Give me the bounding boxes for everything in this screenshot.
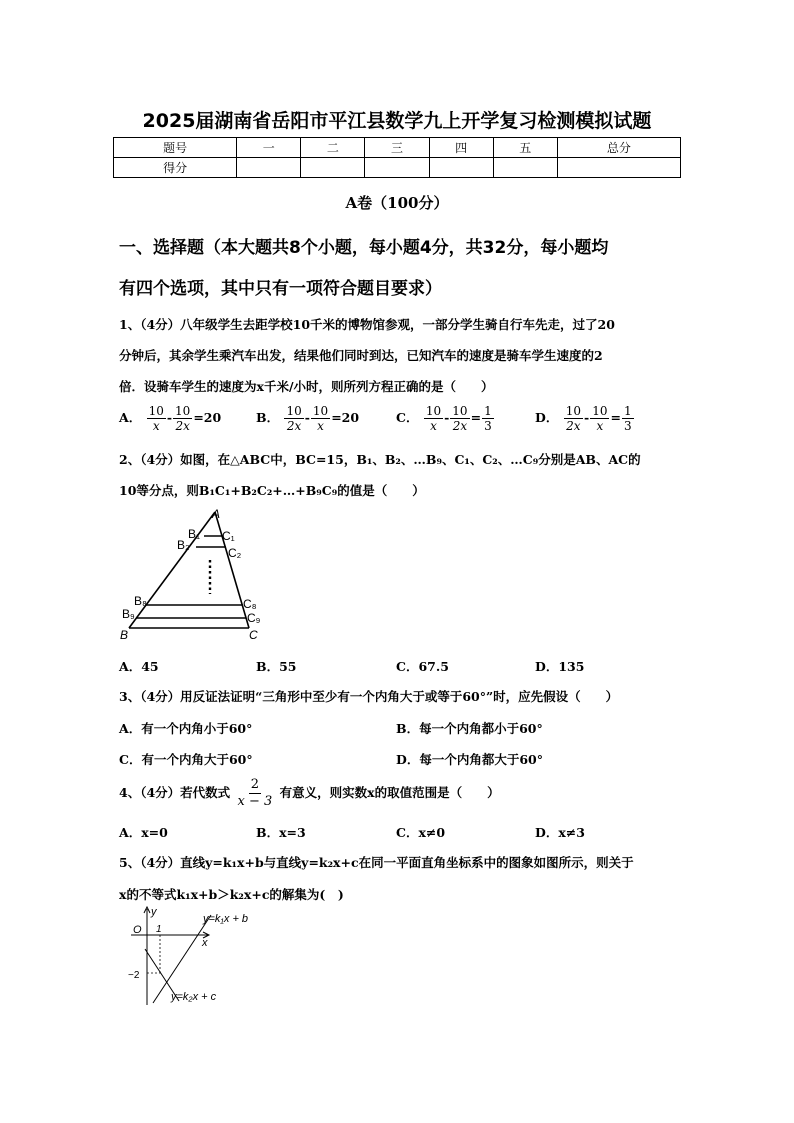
- q1-option-c: [396, 404, 495, 433]
- score-table-cell: [493, 158, 557, 178]
- option-label: A．: [119, 410, 142, 425]
- score-table-score-row: [114, 158, 681, 178]
- section1-heading-line1: 一、选择题（本大题共8个小题，每小题4分，共32分，每小题均: [119, 238, 609, 258]
- q4-option-c: C．x≠0: [396, 825, 446, 840]
- score-table-header-row: [114, 138, 681, 158]
- q5-line2: x的不等式k₁x+b＞k₂x+c的解集为( ): [119, 887, 344, 902]
- label-b: B: [120, 628, 129, 642]
- line-k1: [153, 915, 211, 1003]
- fraction: [622, 404, 634, 433]
- option-label: C．: [396, 410, 419, 425]
- q4-prefix: 4、（4分）若代数式: [119, 785, 231, 800]
- q3-option-d: D．每一个内角都大于60°: [396, 752, 543, 767]
- score-table-cell: 得分: [114, 158, 237, 178]
- label-c9: C₉: [247, 611, 261, 625]
- score-table-cell: [557, 158, 680, 178]
- label-b1: B₁: [188, 527, 201, 541]
- q4-fraction: [236, 777, 275, 810]
- denominator: 2x: [452, 419, 468, 433]
- q4-option-a: A．x=0: [119, 825, 168, 840]
- score-table-cell: [301, 158, 365, 178]
- section-a-heading: A卷（100分）: [345, 194, 449, 212]
- label-line-k1: y=k₁x + b: [203, 913, 249, 925]
- fraction: [311, 404, 330, 433]
- q3-option-b: B．每一个内角都小于60°: [396, 721, 543, 736]
- numerator: 10: [425, 404, 442, 418]
- q4-suffix: 有意义，则实数x的取值范围是（ ）: [279, 785, 500, 800]
- numerator: 10: [148, 404, 164, 418]
- label-x: x: [202, 937, 208, 949]
- score-table-cell: 一: [237, 138, 301, 158]
- option-label: B．: [256, 410, 280, 425]
- q4-option-b: B．x=3: [256, 825, 306, 840]
- numerator: 2: [250, 777, 260, 792]
- score-table-cell: [365, 158, 429, 178]
- operator: -: [304, 410, 310, 425]
- label-b9: B₉: [122, 607, 135, 621]
- q1-option-d: [535, 404, 635, 433]
- label-c8: C₈: [243, 597, 257, 611]
- q2-option-b: B．55: [256, 659, 297, 674]
- fraction: [173, 404, 192, 433]
- q1-line3: 倍．设骑车学生的速度为x千米/小时，则所列方程正确的是（ ）: [119, 379, 494, 394]
- q2-option-d: D．135: [535, 659, 585, 674]
- score-table-cell: 五: [493, 138, 557, 158]
- score-table-cell: 题号: [114, 138, 237, 158]
- denominator: 3: [484, 419, 492, 433]
- label-c1: C₁: [222, 529, 235, 543]
- label-b2: B₂: [177, 538, 190, 552]
- operator: -: [444, 410, 450, 425]
- q2-line1: 2、（4分）如图，在△ABC中，BC=15，B₁、B₂、…B₉、C₁、C₂、…C₉分别是AB、AC的: [119, 452, 641, 467]
- q2-line2: 10等分点，则B₁C₁+B₂C₂+…+B₉C₉的值是（ ）: [119, 483, 425, 498]
- q3-option-a: A．有一个内角小于60°: [119, 721, 253, 736]
- numerator: 10: [565, 404, 581, 418]
- label-c2: C₂: [228, 546, 242, 560]
- operator: -: [166, 410, 173, 425]
- q4-option-d: D．x≠3: [535, 825, 585, 840]
- fraction: [424, 404, 443, 433]
- denominator: x: [430, 419, 437, 433]
- score-table-cell: 三: [365, 138, 429, 158]
- numerator: 10: [452, 404, 468, 418]
- score-table-cell: 四: [429, 138, 493, 158]
- score-table: [113, 137, 681, 178]
- numerator: 10: [286, 404, 302, 418]
- label-origin: O: [133, 924, 142, 936]
- q2-option-a: A．45: [119, 659, 159, 674]
- label-c: C: [249, 628, 258, 642]
- fraction: [450, 404, 469, 433]
- score-table-cell: 二: [301, 138, 365, 158]
- score-table-cell: [237, 158, 301, 178]
- score-table-cell: 总分: [557, 138, 680, 158]
- denominator: 3: [623, 419, 632, 433]
- numerator: 1: [623, 404, 632, 418]
- label-neg2: −2: [128, 970, 140, 981]
- option-label: D．: [535, 410, 559, 425]
- fraction: [147, 404, 166, 433]
- label-y: y: [151, 906, 157, 918]
- q3-line1: 3、（4分）用反证法证明“三角形中至少有一个内角大于或等于60°”时，应先假设（ ）: [119, 689, 619, 704]
- fraction: [284, 404, 303, 433]
- numerator: 10: [592, 404, 608, 418]
- denominator: x − 3: [237, 794, 273, 809]
- q4-line1: [119, 777, 500, 810]
- denominator: 2x: [286, 419, 302, 433]
- page-title: 2025届湖南省岳阳市平江县数学九上开学复习检测模拟试题: [142, 110, 652, 132]
- equals-value: =20: [193, 410, 222, 425]
- q1-line1: 1、（4分）八年级学生去距学校10千米的博物馆参观，一部分学生骑自行车先走，过了20: [119, 317, 615, 332]
- operator: -: [583, 410, 590, 425]
- fraction: [482, 404, 494, 433]
- q5-line1: 5、（4分）直线y=k₁x+b与直线y=k₂x+c在同一平面直角坐标系中的图象如图所示，则关于: [119, 855, 634, 870]
- q3-option-c: C．有一个内角大于60°: [119, 752, 253, 767]
- q1-line2: 分钟后，其余学生乘汽车出发，结果他们同时到达，已知汽车的速度是骑车学生速度的2: [119, 348, 603, 363]
- numerator: 10: [175, 404, 191, 418]
- label-a: A: [212, 508, 221, 521]
- q2-option-c: C．67.5: [396, 659, 449, 674]
- denominator: 2x: [566, 419, 581, 433]
- fraction: [564, 404, 583, 433]
- label-line-k2: y=k₂x + c: [171, 991, 217, 1003]
- label-one: 1: [156, 924, 162, 935]
- q1-option-a: [119, 404, 221, 433]
- side-ab: [129, 512, 215, 628]
- equals-sign: =: [470, 410, 482, 425]
- equals-value: =20: [331, 410, 360, 425]
- equals-sign: =: [610, 410, 621, 425]
- numerator: 1: [484, 404, 492, 418]
- score-table-cell: [429, 158, 493, 178]
- denominator: x: [152, 419, 160, 433]
- coordinate-graph: [117, 905, 277, 1010]
- fraction: [590, 404, 609, 433]
- denominator: 2x: [175, 419, 190, 433]
- triangle-figure: [117, 508, 277, 648]
- label-b8: B₈: [134, 594, 147, 608]
- denominator: x: [317, 419, 324, 433]
- section1-heading-line2: 有四个选项，其中只有一项符合题目要求）: [119, 279, 442, 299]
- q1-option-b: [256, 404, 359, 433]
- numerator: 10: [312, 404, 329, 418]
- denominator: x: [596, 419, 604, 433]
